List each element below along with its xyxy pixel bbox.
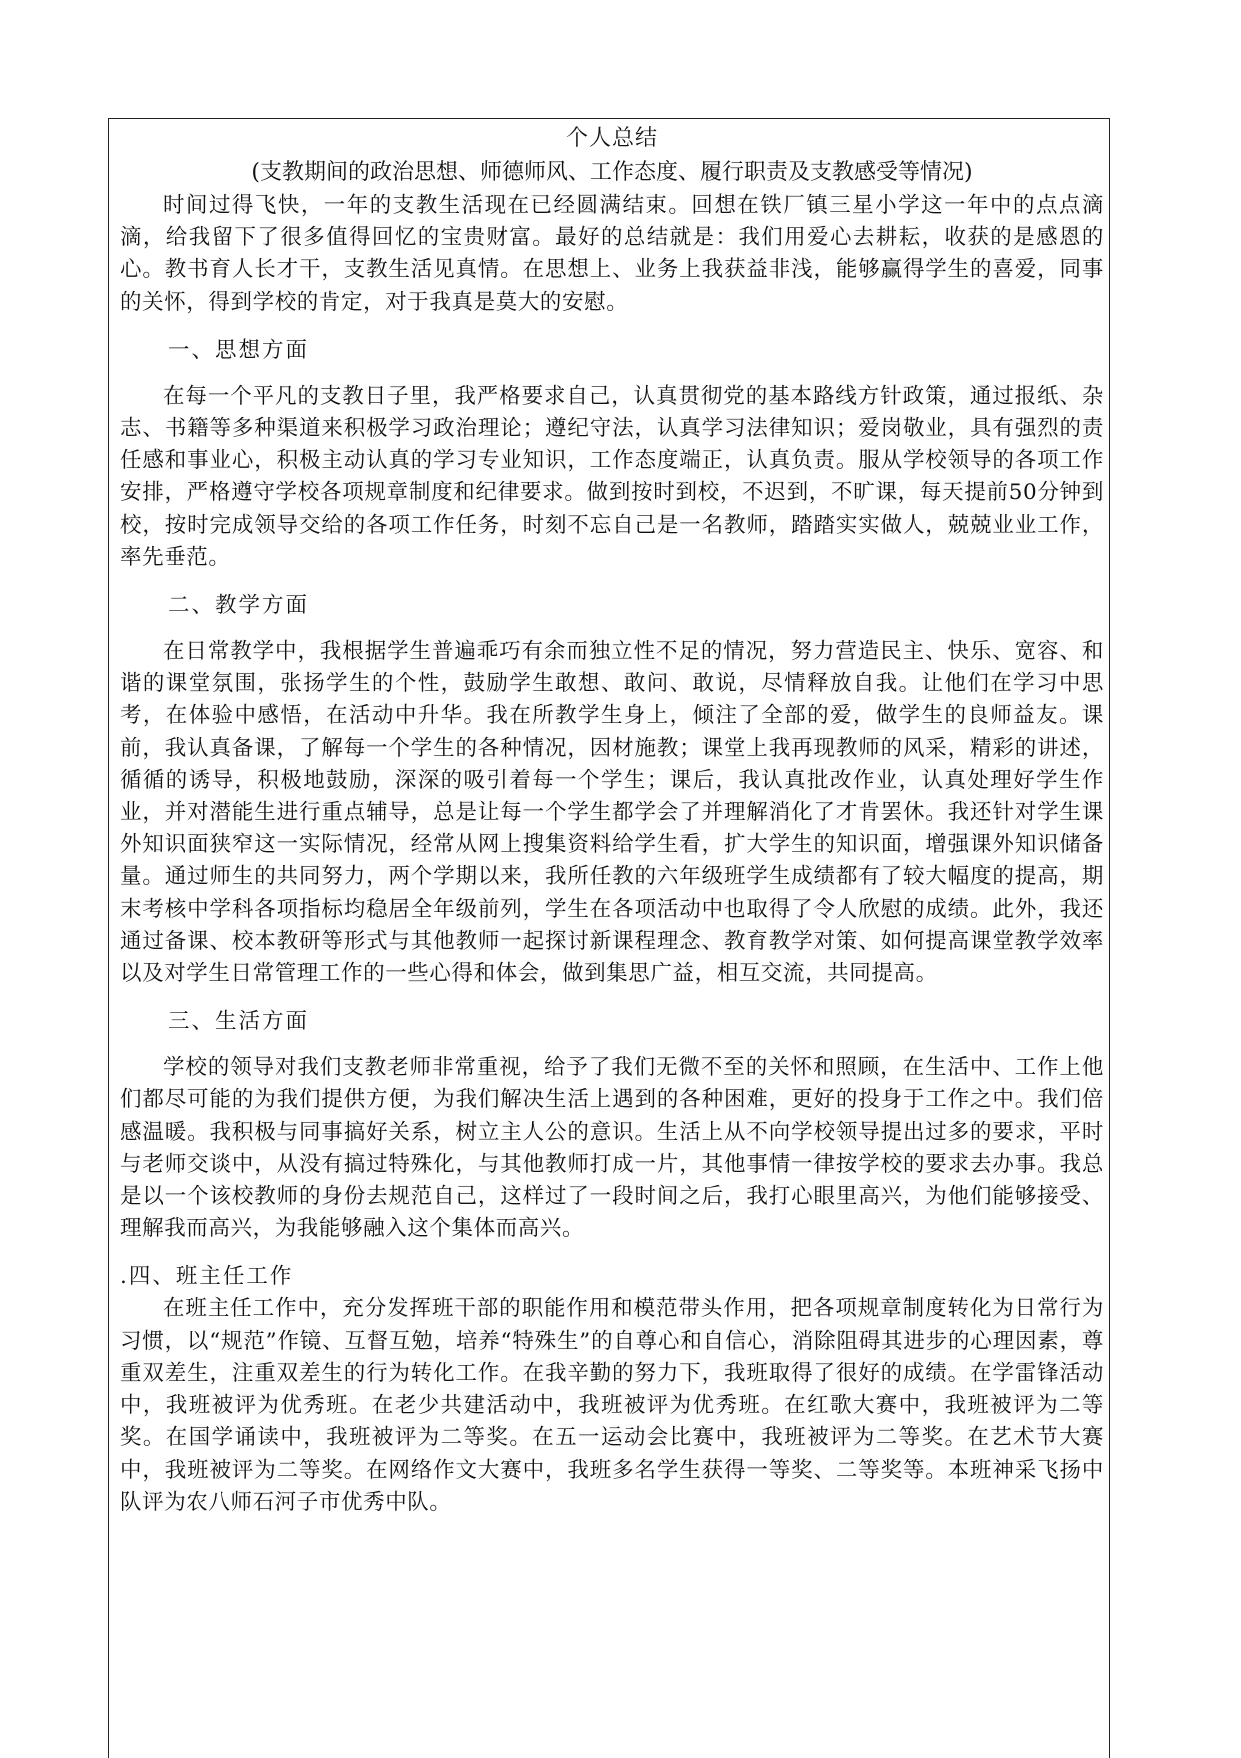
document-title: 个人总结 <box>565 126 658 151</box>
intro-paragraph: 时间过得飞快，一年的支教生活现在已经圆满结束。回想在铁厂镇三星小学这一年中的点点滴滴，给我留下了很多值得回忆的宝贵财富。最好的总结就是：我们用爱心去耕耘，收获的是感恩的心。教书育人长才干，支教生活见真情。在思想上、业务上我获益非浅，能够赢得学生的喜爱，同事的关怀，得到学校的肯定，对于我真是莫大的安慰。 <box>120 193 1104 315</box>
section-heading-thought: 一、思想方面 <box>168 337 310 363</box>
section-body-life: 学校的领导对我们支教老师非常重视，给予了我们无微不至的关怀和照顾，在生活中、工作上他们都尽可能的为我们提供方便，为我们解决生活上遇到的各种困难，更好的投身于工作之中。我们倍感温暖。我积极与同事搞好关系，树立主人公的意识。生活上从不向学校领导提出过多的要求，平时与老师交谈中，从没有搞过特殊化，与其他教师打成一片，其他事情一律按学校的要求去办事。我总是以一个该校教师的身份去规范自己，这样过了一段时间之后，我打心眼里高兴，为他们能够接受、理解我而高兴，为我能够融入这个集体而高兴。 <box>120 1055 1104 1242</box>
document-body <box>120 122 1104 1519</box>
section-heading-teaching: 二、教学方面 <box>168 593 310 619</box>
section-heading-life: 三、生活方面 <box>168 1009 310 1035</box>
section-body-thought: 在每一个平凡的支教日子里，我严格要求自己，认真贯彻党的基本路线方针政策，通过报纸、杂志、书籍等多种渠道来积极学习政治理论；遵纪守法，认真学习法律知识；爱岗敬业，具有强烈的责任感和事业心，积极主动认真的学习专业知识，工作态度端正，认真负责。服从学校领导的各项工作安排，严格遵守学校各项规章制度和纪律要求。做到按时到校，不迟到，不旷课，每天提前50分钟到校，按时完成领导交给的各项工作任务，时刻不忘自己是一名教师，踏踏实实做人，兢兢业业工作，率先垂范。 <box>120 383 1104 570</box>
document-subtitle: (支教期间的政治思想、师德师风、工作态度、履行职责及支教感受等情况) <box>251 160 973 185</box>
section-body-teaching: 在日常教学中，我根据学生普遍乖巧有余而独立性不足的情况，努力营造民主、快乐、宽容、和谐的课堂氛围，张扬学生的个性，鼓励学生敢想、敢问、敢说，尽情释放自我。让他们在学习中思考，在体验中感悟，在活动中升华。我在所教学生身上，倾注了全部的爱，做学生的良师益友。课前，我认真备课，了解每一个学生的各种情况，因材施教；课堂上我再现教师的风采，精彩的讲述，循循的诱导，积极地鼓励，深深的吸引着每一个学生；课后，我认真批改作业，认真处理好学生作业，并对潜能生进行重点辅导，总是让每一个学生都学会了并理解消化了才肯罢休。我还针对学生课外知识面狭窄这一实际情况，经常从网上搜集资料给学生看，扩大学生的知识面，增强课外知识储备量。通过师生的共同努力，两个学期以来，我所任教的六年级班学生成绩都有了较大幅度的提高，期末考核中学科各项指标均稳居全年级前列，学生在各项活动中也取得了令人欣慰的成绩。此外，我还通过备课、校本教研等形式与其他教师一起探讨新课程理念、教育教学对策、如何提高课堂教学效率以及对学生日常管理工作的一些心得和体会，做到集思广益，相互交流，共同提高。 <box>120 639 1104 987</box>
section-body-class-teacher: 在班主任工作中，充分发挥班干部的职能作用和模范带头作用，把各项规章制度转化为日常行为习惯，以“规范”作镜、互督互勉，培养“特殊生”的自尊心和自信心，消除阻碍其进步的心理因素，尊重双差生，注重双差生的行为转化工作。在我辛勤的努力下，我班取得了很好的成绩。在学雷锋活动中，我班被评为优秀班。在老少共建活动中，我班被评为优秀班。在红歌大赛中，我班被评为二等奖。在国学诵读中，我班被评为二等奖。在五一运动会比赛中，我班被评为二等奖。在艺术节大赛中，我班被评为二等奖。在网络作文大赛中，我班多名学生获得一等奖、二等奖等。本班神采飞扬中队评为农八师石河子市优秀中队。 <box>120 1296 1104 1515</box>
section-heading-class-teacher: .四、班主任工作 <box>120 1264 294 1290</box>
